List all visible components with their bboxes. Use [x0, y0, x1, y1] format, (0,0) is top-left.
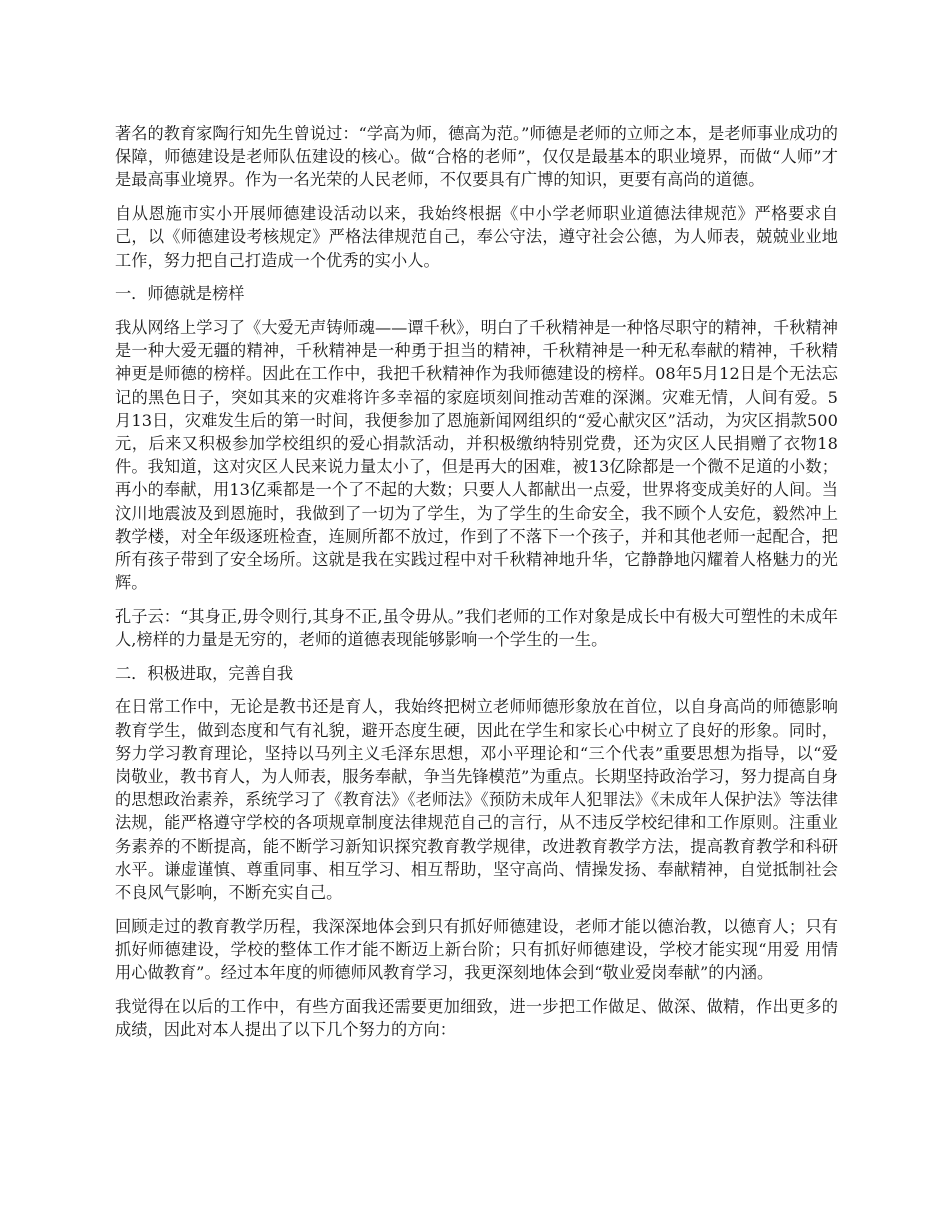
- document-body: [115, 122, 838, 1052]
- paragraph-confucius: 孔子云：“其身正,毋令则行,其身不正,虽令毋从。”我们老师的工作对象是成长中有极大可塑性的未成年人,榜样的力量是无穷的，老师的道德表现能够影响一个学生的一生。: [115, 606, 838, 650]
- paragraph-qianqiu: 我从网络上学习了《大爱无声铸师魂——谭千秋》，明白了千秋精神是一种恪尽职守的精神，千秋精神是一种大爱无疆的精神，千秋精神是一种勇于担当的精神，千秋精神是一种无私奉献的精神，千秋精神更是师德的榜样。因此在工作中，我把千秋精神作为我师德建设的榜样。08年5月12日是个无法忘记的黑色日子，突如其来的灾难将许多幸福的家庭顷刻间推动苦难的深渊。灾难无情，人间有爱。5月13日，灾难发生后的第一时间，我便参加了恩施新闻网组织的“爱心献灾区”活动，为灾区捐款500元，后来又积极参加学校组织的爱心捐款活动，并积极缴纳特别党费，还为灾区人民捐赠了衣物18件。我知道，这对灾区人民来说力量太小了，但是再大的困难，被13亿除都是一个微不足道的小数；再小的奉献，用13亿乘都是一个了不起的大数；只要人人都献出一点爱，世界将变成美好的人间。当汶川地震波及到恩施时，我做到了一切为了学生，为了学生的生命安全，我不顾个人安危，毅然冲上教学楼，对全年级逐班检查，连厕所都不放过，作到了不落下一个孩子，并和其他老师一起配合，把所有孩子带到了安全场所。这就是我在实践过程中对千秋精神地升华，它静静地闪耀着人格魅力的光辉。: [115, 317, 838, 593]
- paragraph-activity: 自从恩施市实小开展师德建设活动以来，我始终根据《中小学老师职业道德法律规范》严格要求自己，以《师德建设考核规定》严格法律规范自己，奉公守法，遵守社会公德，为人师表，兢兢业业地工作，努力把自己打造成一个优秀的实小人。: [115, 204, 838, 270]
- paragraph-future: 我觉得在以后的工作中，有些方面我还需要更加细致，进一步把工作做足、做深、做精，作出更多的成绩，因此对本人提出了以下几个努力的方向：: [115, 996, 838, 1040]
- paragraph-review: 回顾走过的教育教学历程，我深深地体会到只有抓好师德建设，老师才能以德治教，以德育人；只有抓好师德建设，学校的整体工作才能不断迈上新台阶；只有抓好师德建设，学校才能实现“用爱 用情 用心做教育”。经过本年度的师德师风教育学习，我更深刻地体会到“敬业爱岗奉献”的内涵。: [115, 916, 838, 983]
- paragraph-daily-work: 在日常工作中，无论是教书还是育人，我始终把树立老师师德形象放在首位，以自身高尚的师德影响教育学生，做到态度和气有礼貌，避开态度生硬，因此在学生和家长心中树立了良好的形象。同时，努力学习教育理论，坚持以马列主义毛泽东思想，邓小平理论和“三个代表”重要思想为指导，以“爱岗敬业，教书育人，为人师表，服务奉献，争当先锋模范”为重点。长期坚持政治学习，努力提高自身的思想政治素养，系统学习了《教育法》《老师法》《预防未成年人犯罪法》《未成年人保护法》等法律法规，能严格遵守学校的各项规章制度法律规范自己的言行，从不违反学校纪律和工作原则。注重业务素养的不断提高，能不断学习新知识探究教育教学规律，改进教育教学方法，提高教育教学和科研水平。谦虚谨慎、尊重同事、相互学习、相互帮助，坚守高尚、情操发扬、奉献精神，自觉抵制社会不良风气影响，不断充实自己。: [115, 697, 838, 903]
- section-heading-2: 二．积极进取，完善自我: [115, 663, 294, 683]
- section-heading-1: 一．师德就是榜样: [115, 284, 245, 304]
- paragraph-intro: 著名的教育家陶行知先生曾说过：“学高为师，德高为范。”师德是老师的立师之本，是老师事业成功的保障，师德建设是老师队伍建设的核心。做“合格的老师”，仅仅是最基本的职业境界，而做“人师”才是最高事业境界。作为一名光荣的人民老师，不仅要具有广博的知识，更要有高尚的道德。: [115, 124, 838, 190]
